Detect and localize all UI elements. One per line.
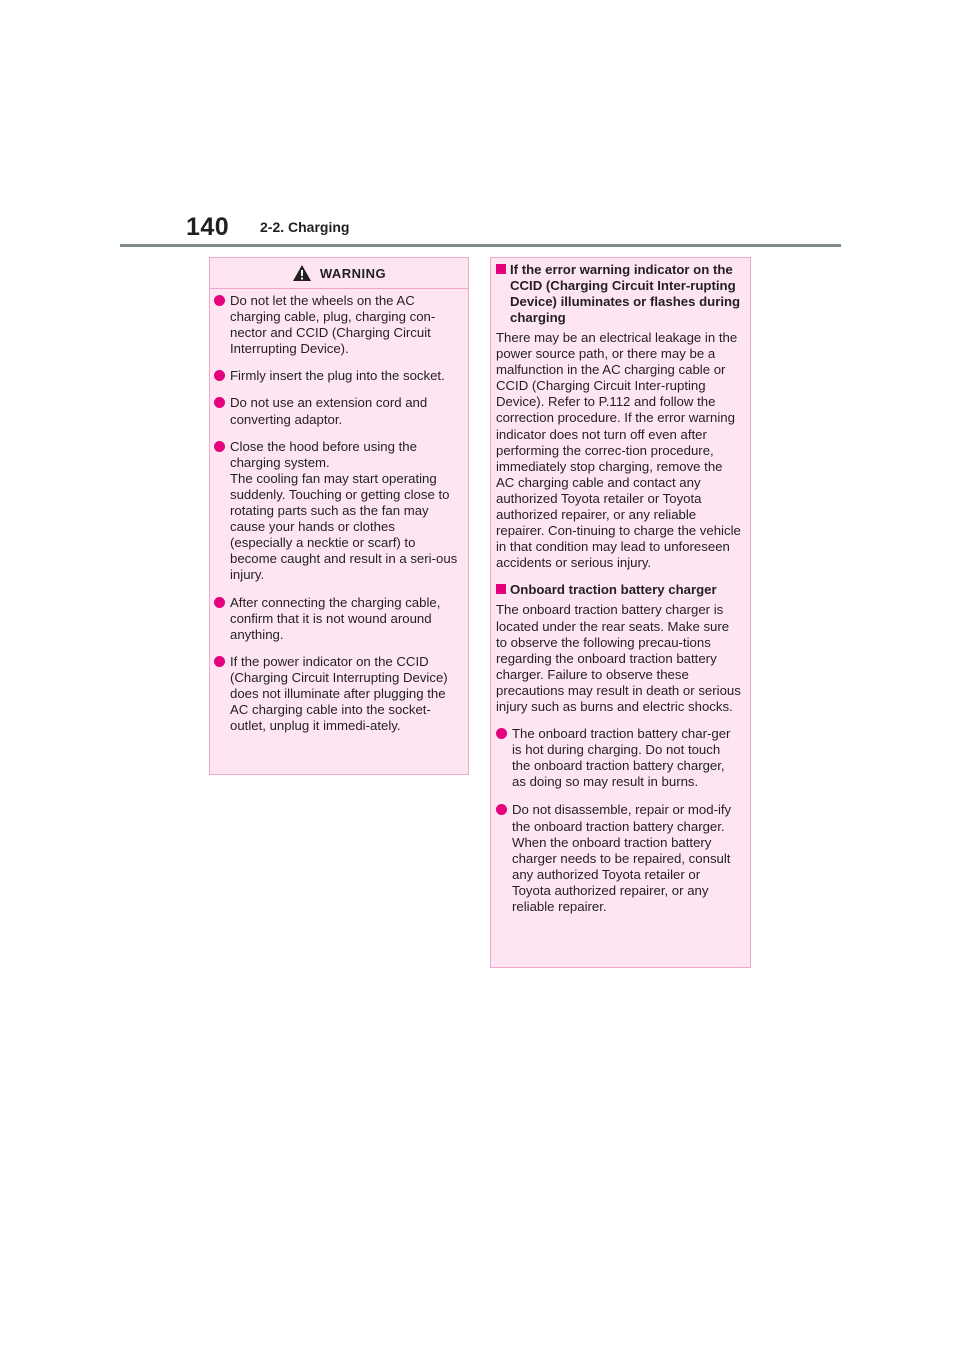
info-panel <box>490 257 751 968</box>
error-indicator-heading <box>496 262 742 326</box>
caution-item-text: Do not disassemble, repair or mod-ify the onboard traction battery charger. When the onboard traction battery charger needs to be repaired, consult any authorized Toyota retailer or Toyota authorized repairer, or any reliable repairer. <box>512 802 732 914</box>
error-indicator-paragraph: There may be an electrical leakage in the power source path, or there may be a malfunction in the AC charging cable or CCID (Charging Circuit Inter-rupting Device). Refer to P.112 and follow the correction procedure. If the error warning indicator does not turn off even after performing the correc-tion procedure, immediately stop charging, remove the AC charging cable and contact any authorized Toyota retailer or Toyota authorized repairer, or any reliable repairer. Con-tinuing to charge the vehicle in that condition may lead to unforeseen accidents or serious injury. <box>496 330 741 571</box>
heading-text: If the error warning indicator on the CCID (Charging Circuit Inter-rupting Device) illuminates or flashes during charging <box>510 262 741 325</box>
warning-item <box>214 395 460 427</box>
bullet-dot-icon <box>214 656 225 667</box>
warning-item <box>214 595 460 643</box>
caution-item <box>496 802 742 915</box>
warning-item-text: Close the hood before using the charging system. The cooling fan may start operating suddenly. Touching or getting close to rotating parts such as the fan may cause your hands or clothes (especially a necktie or scarf) to become caught and result in a seri-ous injury. <box>230 438 458 583</box>
warning-item <box>214 368 460 384</box>
warning-list <box>210 289 468 734</box>
warning-item-text: If the power indicator on the CCID (Charging Circuit Interrupting Device) does not illuminate after plugging the AC charging cable into the socket-outlet, unplug it immedi-ately. <box>230 653 448 734</box>
warning-triangle-icon <box>292 264 312 282</box>
warning-item-text: Do not use an extension cord and converting adaptor. <box>230 395 428 427</box>
bullet-dot-icon <box>214 370 225 381</box>
square-bullet-icon <box>496 584 506 594</box>
heading-text: Onboard traction battery charger <box>510 582 717 598</box>
warning-panel <box>209 257 469 775</box>
caution-item <box>496 726 742 790</box>
warning-item-text: After connecting the charging cable, confirm that it is not wound around anything. <box>230 594 441 642</box>
bullet-dot-icon <box>214 441 225 452</box>
warning-item <box>214 293 460 357</box>
onboard-charger-paragraph: The onboard traction battery charger is located under the rear seats. Make sure to observe the following precau-tions regarding the onboard traction battery charger. Failure to observe these precautions may result in death or serious injury such as burns and electric shocks. <box>496 602 741 714</box>
bullet-dot-icon <box>214 295 225 306</box>
square-bullet-icon <box>496 264 506 274</box>
warning-title: WARNING <box>319 265 387 281</box>
caution-item-text: The onboard traction battery char-ger is hot during charging. Do not touch the onboard traction battery charger, as doing so may result in burns. <box>512 726 731 790</box>
bullet-dot-icon <box>496 728 507 739</box>
warning-item-text: Do not let the wheels on the AC charging cable, plug, charging con-nector and CCID (Charging Circuit Interrupting Device). <box>230 293 436 357</box>
onboard-charger-heading <box>496 582 742 598</box>
page-number: 140 <box>186 213 230 241</box>
bullet-dot-icon <box>214 397 225 408</box>
header-rule <box>120 244 841 247</box>
section-title: 2-2. Charging <box>260 219 350 235</box>
warning-header <box>210 258 468 289</box>
warning-item-text: Firmly insert the plug into the socket. <box>230 368 445 384</box>
bullet-dot-icon <box>214 597 225 608</box>
warning-item <box>214 439 460 584</box>
warning-item <box>214 654 460 734</box>
bullet-dot-icon <box>496 804 507 815</box>
